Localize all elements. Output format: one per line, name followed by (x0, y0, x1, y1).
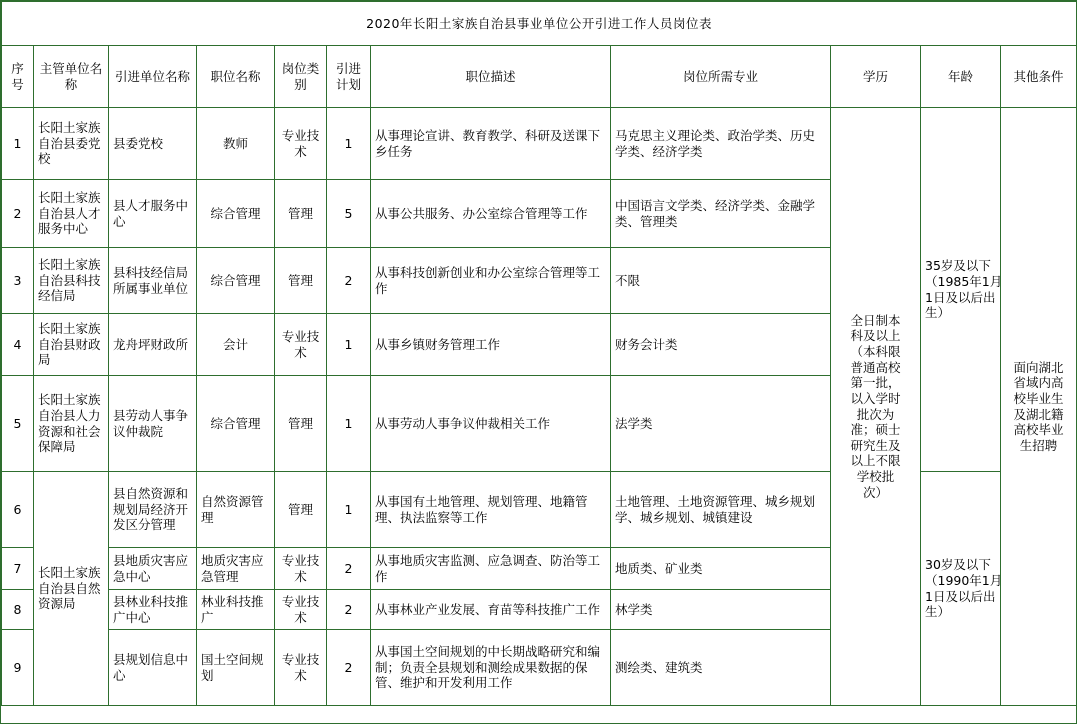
cell-supervisor: 长阳土家族自治县财政局 (34, 314, 109, 376)
cell-seq: 3 (2, 248, 34, 314)
cell-description: 从事科技创新创业和办公室综合管理等工作 (371, 248, 611, 314)
column-header-supervisor: 主管单位名称 (34, 46, 109, 108)
cell-category: 管理 (275, 180, 327, 248)
cell-supervisor: 长阳土家族自治县人才服务中心 (34, 180, 109, 248)
cell-plan: 1 (327, 108, 371, 180)
cell-position: 地质灾害应急管理 (197, 548, 275, 590)
cell-category: 管理 (275, 248, 327, 314)
education-text: 全日制本科及以上（本科限普通高校第一批，以入学时批次为准；硕士研究生及以上不限学校批次） (850, 312, 901, 500)
cell-category: 专业技术 (275, 548, 327, 590)
other-condition-text: 面向湖北省域内高校毕业生及湖北籍高校毕业生招聘 (1013, 359, 1064, 453)
cell-position: 国土空间规划 (197, 630, 275, 706)
cell-supervisor: 长阳土家族自治县自然资源局 (34, 472, 109, 706)
cell-description: 从事公共服务、办公室综合管理等工作 (371, 180, 611, 248)
cell-supervisor: 长阳土家族自治县委党校 (34, 108, 109, 180)
cell-major: 中国语言文学类、经济学类、金融学类、管理类 (611, 180, 831, 248)
header-row (2, 46, 1077, 108)
cell-seq: 2 (2, 180, 34, 248)
cell-position: 会计 (197, 314, 275, 376)
cell-unit: 县科技经信局所属事业单位 (109, 248, 197, 314)
cell-major: 法学类 (611, 376, 831, 472)
cell-seq: 8 (2, 590, 34, 630)
cell-position: 综合管理 (197, 180, 275, 248)
cell-unit: 县劳动人事争议仲裁院 (109, 376, 197, 472)
cell-unit: 县林业科技推广中心 (109, 590, 197, 630)
table-row (2, 108, 1077, 180)
cell-unit: 县委党校 (109, 108, 197, 180)
cell-major: 马克思主义理论类、政治学类、历史学类、经济学类 (611, 108, 831, 180)
cell-supervisor: 长阳土家族自治县科技经信局 (34, 248, 109, 314)
cell-major: 地质类、矿业类 (611, 548, 831, 590)
column-header-age: 年龄 (921, 46, 1001, 108)
cell-major: 土地管理、土地资源管理、城乡规划学、城乡规划、城镇建设 (611, 472, 831, 548)
cell-seq: 7 (2, 548, 34, 590)
title-row (2, 2, 1077, 46)
cell-major: 财务会计类 (611, 314, 831, 376)
page-title: 2020年长阳土家族自治县事业单位公开引进工作人员岗位表 (2, 2, 1077, 46)
cell-category: 专业技术 (275, 630, 327, 706)
cell-category: 专业技术 (275, 590, 327, 630)
column-header-education: 学历 (831, 46, 921, 108)
cell-position: 林业科技推广 (197, 590, 275, 630)
cell-unit: 县自然资源和规划局经济开发区分管理 (109, 472, 197, 548)
cell-description: 从事国土空间规划的中长期战略研究和编制；负责全县规划和测绘成果数据的保管、维护和开发利用工作 (371, 630, 611, 706)
cell-seq: 5 (2, 376, 34, 472)
cell-supervisor: 长阳土家族自治县人力资源和社会保障局 (34, 376, 109, 472)
cell-major: 林学类 (611, 590, 831, 630)
cell-unit: 县人才服务中心 (109, 180, 197, 248)
cell-plan: 1 (327, 472, 371, 548)
cell-position: 综合管理 (197, 248, 275, 314)
cell-seq: 1 (2, 108, 34, 180)
cell-plan: 2 (327, 248, 371, 314)
cell-seq: 4 (2, 314, 34, 376)
column-header-seq: 序号 (2, 46, 34, 108)
cell-description: 从事地质灾害监测、应急调查、防治等工作 (371, 548, 611, 590)
column-header-unit: 引进单位名称 (109, 46, 197, 108)
cell-description: 从事劳动人事争议仲裁相关工作 (371, 376, 611, 472)
cell-plan: 2 (327, 630, 371, 706)
cell-position: 教师 (197, 108, 275, 180)
cell-major: 不限 (611, 248, 831, 314)
cell-unit: 县地质灾害应急中心 (109, 548, 197, 590)
cell-position: 综合管理 (197, 376, 275, 472)
cell-category: 专业技术 (275, 108, 327, 180)
cell-other-condition (1001, 108, 1077, 706)
job-positions-table (1, 1, 1077, 706)
cell-category: 管理 (275, 376, 327, 472)
cell-description: 从事乡镇财务管理工作 (371, 314, 611, 376)
column-header-other: 其他条件 (1001, 46, 1077, 108)
age-text: 30岁及以下（1990年1月1日及以后出生） (925, 557, 1003, 620)
cell-category: 专业技术 (275, 314, 327, 376)
cell-category: 管理 (275, 472, 327, 548)
cell-description: 从事林业产业发展、育苗等科技推广工作 (371, 590, 611, 630)
cell-plan: 1 (327, 376, 371, 472)
cell-seq: 6 (2, 472, 34, 548)
column-header-plan: 引进计划 (327, 46, 371, 108)
column-header-major: 岗位所需专业 (611, 46, 831, 108)
cell-plan: 5 (327, 180, 371, 248)
cell-major: 测绘类、建筑类 (611, 630, 831, 706)
cell-plan: 1 (327, 314, 371, 376)
cell-unit: 龙舟坪财政所 (109, 314, 197, 376)
cell-description: 从事国有土地管理、规划管理、地籍管理、执法监察等工作 (371, 472, 611, 548)
column-header-description: 职位描述 (371, 46, 611, 108)
cell-seq: 9 (2, 630, 34, 706)
cell-position: 自然资源管理 (197, 472, 275, 548)
cell-age-group-2 (921, 472, 1001, 706)
cell-age-group-1 (921, 108, 1001, 472)
cell-unit: 县规划信息中心 (109, 630, 197, 706)
cell-description: 从事理论宣讲、教育教学、科研及送课下乡任务 (371, 108, 611, 180)
cell-education (831, 108, 921, 706)
age-text: 35岁及以下（1985年1月1日及以后出生） (925, 258, 1003, 321)
column-header-category: 岗位类别 (275, 46, 327, 108)
cell-plan: 2 (327, 548, 371, 590)
column-header-position: 职位名称 (197, 46, 275, 108)
cell-plan: 2 (327, 590, 371, 630)
